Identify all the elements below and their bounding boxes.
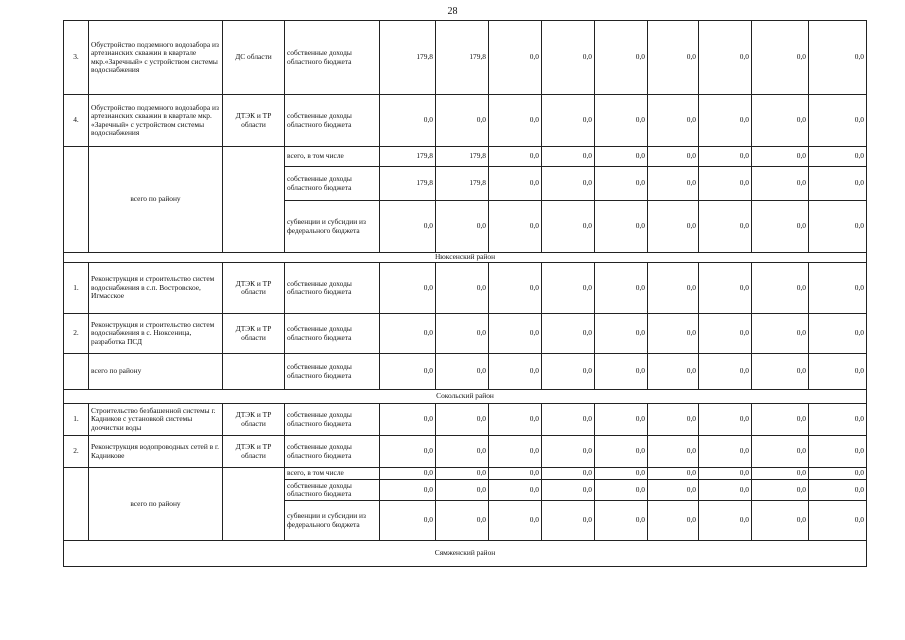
table-row [64, 404, 867, 436]
value-cell: 179,8 [436, 147, 489, 167]
value-cell: 0,0 [809, 436, 867, 468]
section-title: Сямженский район [64, 541, 867, 567]
value-cell: 0,0 [489, 404, 542, 436]
value-cell: 0,0 [699, 95, 752, 147]
value-cell: 0,0 [380, 354, 436, 390]
value-cell: 0,0 [699, 263, 752, 314]
value-cell: 0,0 [648, 354, 699, 390]
value-cell: 0,0 [648, 404, 699, 436]
value-cell: 0,0 [595, 501, 648, 541]
value-cell: 0,0 [542, 95, 595, 147]
value-cell: 0,0 [436, 314, 489, 354]
value-cell: 0,0 [699, 501, 752, 541]
table-row [64, 436, 867, 468]
empty-cell [223, 147, 285, 253]
value-cell: 0,0 [489, 147, 542, 167]
value-cell: 0,0 [436, 436, 489, 468]
object-name: Обустройство подземного водозабора из артезианских скважин в квартале мкр. «Заречный» с устройством системы водоснабжения [89, 95, 223, 147]
value-cell: 0,0 [542, 404, 595, 436]
value-cell: 0,0 [752, 147, 809, 167]
funding-source: собственные доходы областного бюджета [285, 436, 380, 468]
total-row [64, 354, 867, 390]
value-cell: 0,0 [595, 480, 648, 501]
object-name: Реконструкция и строительство систем водоснабжения в с.п. Востровское, Игмасское [89, 263, 223, 314]
value-cell: 0,0 [489, 436, 542, 468]
value-cell: 0,0 [648, 314, 699, 354]
empty-cell [64, 468, 89, 541]
value-cell: 0,0 [542, 501, 595, 541]
value-cell: 0,0 [542, 201, 595, 253]
funding-source: собственные доходы областного бюджета [285, 263, 380, 314]
row-number: 2. [64, 314, 89, 354]
value-cell: 0,0 [595, 404, 648, 436]
value-cell: 0,0 [648, 147, 699, 167]
value-cell: 0,0 [542, 263, 595, 314]
value-cell: 0,0 [380, 95, 436, 147]
funding-source: собственные доходы областного бюджета [285, 404, 380, 436]
total-label: всего по району [89, 354, 223, 390]
value-cell: 0,0 [595, 354, 648, 390]
value-cell: 0,0 [436, 468, 489, 480]
value-cell: 0,0 [489, 95, 542, 147]
value-cell: 0,0 [489, 501, 542, 541]
value-cell: 0,0 [648, 436, 699, 468]
value-cell: 0,0 [489, 201, 542, 253]
funding-source: собственные доходы областного бюджета [285, 95, 380, 147]
value-cell: 0,0 [380, 263, 436, 314]
value-cell: 0,0 [542, 21, 595, 95]
value-cell: 0,0 [809, 314, 867, 354]
empty-cell [223, 468, 285, 541]
value-cell: 0,0 [752, 201, 809, 253]
section-title: Сокольский район [64, 390, 867, 404]
value-cell: 0,0 [380, 501, 436, 541]
value-cell: 0,0 [648, 468, 699, 480]
value-cell: 179,8 [380, 21, 436, 95]
value-cell: 0,0 [752, 314, 809, 354]
value-cell: 0,0 [752, 480, 809, 501]
value-cell: 0,0 [380, 436, 436, 468]
budget-table [63, 20, 867, 567]
value-cell: 0,0 [752, 263, 809, 314]
value-cell: 0,0 [595, 314, 648, 354]
total-row [64, 468, 867, 480]
value-cell: 0,0 [542, 436, 595, 468]
total-label: всего по району [89, 147, 223, 253]
value-cell: 0,0 [809, 263, 867, 314]
value-cell: 0,0 [699, 147, 752, 167]
section-title: Нюксенский район [64, 253, 867, 263]
value-cell: 0,0 [699, 436, 752, 468]
object-name: Реконструкция водопроводных сетей в г. Кадникове [89, 436, 223, 468]
value-cell: 0,0 [542, 147, 595, 167]
section-row [64, 541, 867, 567]
value-cell: 0,0 [595, 147, 648, 167]
value-cell: 0,0 [809, 21, 867, 95]
row-number: 1. [64, 404, 89, 436]
value-cell: 0,0 [542, 354, 595, 390]
value-cell: 0,0 [809, 147, 867, 167]
value-cell: 0,0 [595, 95, 648, 147]
value-cell: 0,0 [380, 468, 436, 480]
value-cell: 0,0 [489, 480, 542, 501]
value-cell: 0,0 [489, 263, 542, 314]
row-number: 1. [64, 263, 89, 314]
funding-source: субвенции и субсидии из федерального бюджета [285, 201, 380, 253]
value-cell: 179,8 [436, 21, 489, 95]
value-cell: 0,0 [380, 480, 436, 501]
value-cell: 0,0 [752, 95, 809, 147]
value-cell: 0,0 [595, 436, 648, 468]
value-cell: 0,0 [809, 501, 867, 541]
value-cell: 179,8 [380, 147, 436, 167]
value-cell: 0,0 [542, 480, 595, 501]
value-cell: 0,0 [752, 404, 809, 436]
value-cell: 0,0 [809, 354, 867, 390]
value-cell: 0,0 [699, 201, 752, 253]
value-cell: 0,0 [380, 314, 436, 354]
value-cell: 0,0 [809, 167, 867, 201]
value-cell: 0,0 [699, 404, 752, 436]
value-cell: 0,0 [648, 21, 699, 95]
page-number: 28 [447, 6, 458, 17]
total-row [64, 147, 867, 167]
row-number: 3. [64, 21, 89, 95]
value-cell: 0,0 [752, 501, 809, 541]
value-cell: 0,0 [436, 201, 489, 253]
row-number: 4. [64, 95, 89, 147]
value-cell: 0,0 [752, 468, 809, 480]
table-row [64, 21, 867, 95]
value-cell: 0,0 [809, 480, 867, 501]
value-cell: 0,0 [595, 468, 648, 480]
value-cell: 0,0 [436, 95, 489, 147]
value-cell: 0,0 [809, 95, 867, 147]
value-cell: 0,0 [809, 404, 867, 436]
empty-cell [64, 147, 89, 253]
value-cell: 179,8 [436, 167, 489, 201]
responsible-body: ДТЭК и ТР области [223, 263, 285, 314]
value-cell: 0,0 [436, 480, 489, 501]
value-cell: 0,0 [648, 95, 699, 147]
value-cell: 0,0 [752, 354, 809, 390]
responsible-body: ДТЭК и ТР области [223, 436, 285, 468]
value-cell: 179,8 [380, 167, 436, 201]
value-cell: 0,0 [436, 263, 489, 314]
value-cell: 0,0 [489, 468, 542, 480]
object-name: Строительство безбашенной системы г. Кадников с установкой системы доочистки воды [89, 404, 223, 436]
responsible-body: ДТЭК и ТР области [223, 95, 285, 147]
value-cell: 0,0 [648, 501, 699, 541]
value-cell: 0,0 [380, 201, 436, 253]
funding-source: собственные доходы областного бюджета [285, 354, 380, 390]
funding-source: всего, в том числе [285, 147, 380, 167]
value-cell: 0,0 [436, 404, 489, 436]
section-row [64, 390, 867, 404]
funding-source: собственные доходы областного бюджета [285, 480, 380, 501]
funding-source: собственные доходы областного бюджета [285, 314, 380, 354]
section-row [64, 253, 867, 263]
responsible-body: ДС области [223, 21, 285, 95]
value-cell: 0,0 [699, 21, 752, 95]
value-cell: 0,0 [380, 404, 436, 436]
value-cell: 0,0 [809, 468, 867, 480]
value-cell: 0,0 [542, 468, 595, 480]
funding-source: субвенции и субсидии из федерального бюджета [285, 501, 380, 541]
value-cell: 0,0 [436, 354, 489, 390]
value-cell: 0,0 [489, 21, 542, 95]
value-cell: 0,0 [489, 354, 542, 390]
table-row [64, 95, 867, 147]
value-cell: 0,0 [699, 480, 752, 501]
funding-source: собственные доходы областного бюджета [285, 21, 380, 95]
value-cell: 0,0 [595, 21, 648, 95]
responsible-body: ДТЭК и ТР области [223, 314, 285, 354]
value-cell: 0,0 [489, 314, 542, 354]
value-cell: 0,0 [648, 480, 699, 501]
value-cell: 0,0 [699, 468, 752, 480]
value-cell: 0,0 [595, 167, 648, 201]
responsible-body: ДТЭК и ТР области [223, 404, 285, 436]
funding-source: собственные доходы областного бюджета [285, 167, 380, 201]
value-cell: 0,0 [699, 314, 752, 354]
value-cell: 0,0 [542, 167, 595, 201]
value-cell: 0,0 [648, 167, 699, 201]
object-name: Реконструкция и строительство систем водоснабжения в с. Нюксеница, разработка ПСД [89, 314, 223, 354]
empty-cell [223, 354, 285, 390]
object-name: Обустройство подземного водозабора из артезианских скважин в квартале мкр.«Заречный» с устройством системы водоснабжения [89, 21, 223, 95]
value-cell: 0,0 [699, 167, 752, 201]
value-cell: 0,0 [436, 501, 489, 541]
value-cell: 0,0 [489, 167, 542, 201]
value-cell: 0,0 [595, 201, 648, 253]
value-cell: 0,0 [595, 263, 648, 314]
value-cell: 0,0 [752, 436, 809, 468]
value-cell: 0,0 [648, 263, 699, 314]
value-cell: 0,0 [699, 354, 752, 390]
table-row [64, 263, 867, 314]
value-cell: 0,0 [542, 314, 595, 354]
total-label: всего по району [89, 468, 223, 541]
table-row [64, 314, 867, 354]
value-cell: 0,0 [648, 201, 699, 253]
value-cell: 0,0 [752, 21, 809, 95]
empty-cell [64, 354, 89, 390]
funding-source: всего, в том числе [285, 468, 380, 480]
value-cell: 0,0 [752, 167, 809, 201]
row-number: 2. [64, 436, 89, 468]
value-cell: 0,0 [809, 201, 867, 253]
